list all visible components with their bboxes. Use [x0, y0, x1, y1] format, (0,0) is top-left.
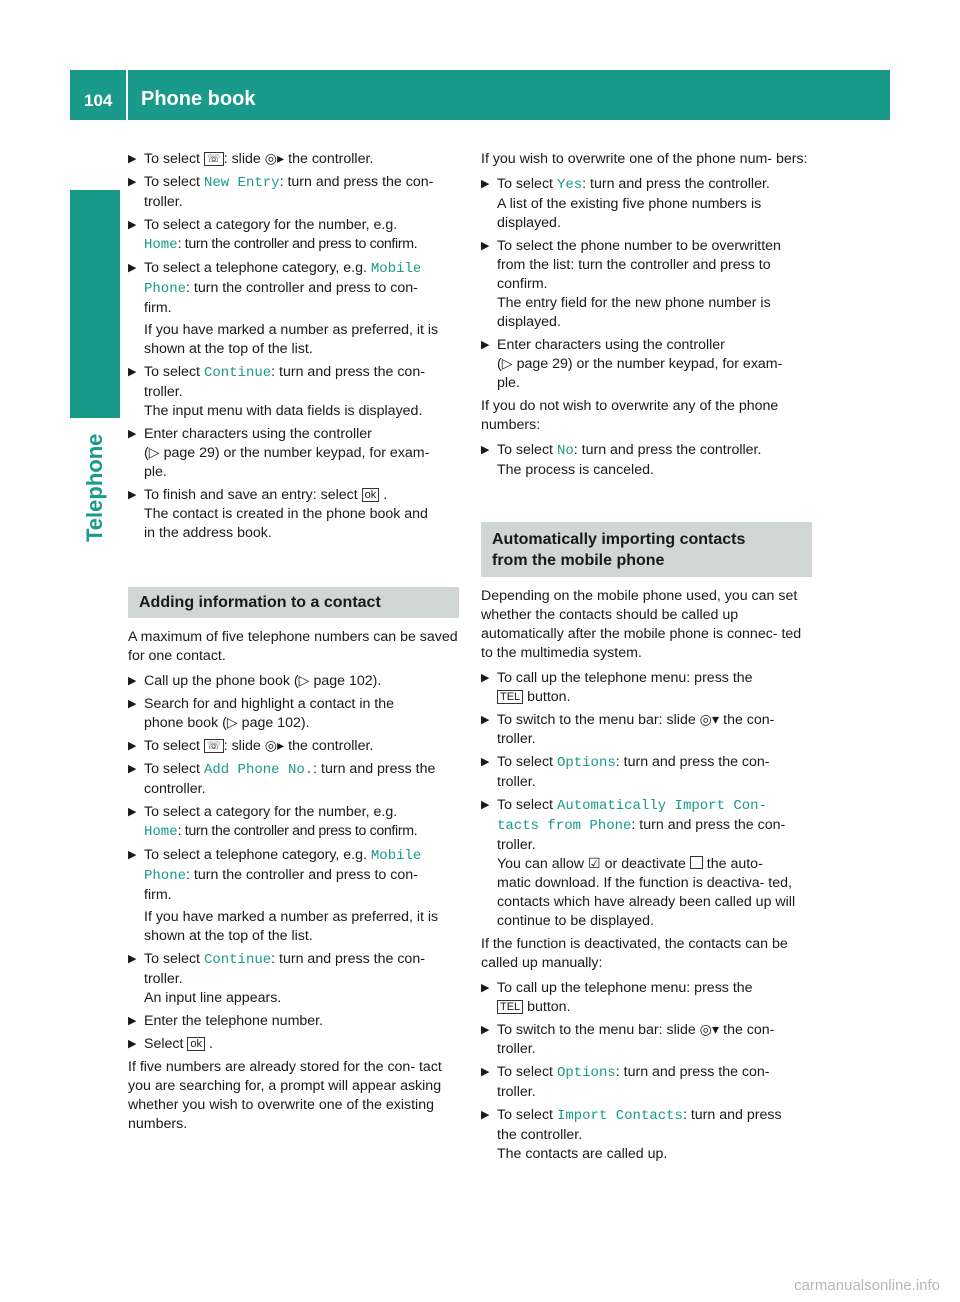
- list-item: ▶ Enter characters using the controller (▷ page 29) or the number keypad, for exam- ple.: [481, 337, 783, 391]
- list-item: ▶ Search for and highlight a contact in the phone book (▷ page 102).: [128, 696, 395, 731]
- list-item: ▶ To select a category for the number, e.g. Home: turn the controller and press to confirm.: [128, 804, 418, 840]
- left-column: [128, 150, 459, 1140]
- paragraph: If the function is deactivated, the contacts can be called up manually:: [481, 936, 788, 971]
- list-item: ▶ To select a telephone category, e.g. Mobile Phone: turn the controller and press to con- firm. If you have marked a number as preferred, it is shown at the top of the list.: [128, 847, 439, 944]
- page-number: 104: [84, 91, 113, 110]
- bullet-arrow-icon: ▶: [128, 953, 137, 965]
- controller-down-icon: ◎▾: [699, 712, 720, 728]
- menu-item-phone: Phone: [144, 868, 187, 884]
- header-divider: [126, 70, 128, 120]
- bullet-arrow-icon: ▶: [128, 176, 137, 188]
- bullet-arrow-icon: ▶: [128, 153, 137, 165]
- list-item: ▶ Call up the phone book (▷ page 102).: [128, 673, 382, 689]
- paragraph: A maximum of five telephone numbers can be saved for one contact.: [128, 629, 458, 664]
- bullet-arrow-icon: ▶: [481, 444, 490, 456]
- bullet-arrow-icon: ▶: [481, 178, 490, 190]
- controller-right-icon: ◎▸: [264, 151, 285, 167]
- right-column: [481, 150, 812, 1168]
- bullet-arrow-icon: ▶: [128, 740, 137, 752]
- checkbox-checked-icon: ☑: [587, 856, 601, 872]
- phone-icon: ☏: [204, 152, 224, 166]
- menu-item-import-contacts: Import Contacts: [556, 1108, 683, 1124]
- paragraph: If you do not wish to overwrite any of the phone numbers:: [481, 398, 779, 433]
- checkbox-unchecked-icon: [690, 856, 703, 869]
- menu-item-yes: Yes: [556, 177, 583, 193]
- bullet-arrow-icon: ▶: [128, 428, 137, 440]
- list-item: ▶ Enter the telephone number.: [128, 1013, 324, 1029]
- menu-item-home: Home: [144, 237, 178, 253]
- tel-button-icon: TEL: [497, 1000, 523, 1014]
- bullet-arrow-icon: ▶: [128, 262, 137, 274]
- list-item: ▶ To switch to the menu bar: slide ◎▾ the con- troller.: [481, 1022, 775, 1057]
- bullet-arrow-icon: ▶: [128, 219, 137, 231]
- chapter-label: Telephone: [82, 433, 107, 542]
- menu-item-options: Options: [556, 755, 616, 771]
- bullet-arrow-icon: ▶: [481, 714, 490, 726]
- bullet-arrow-icon: ▶: [128, 1015, 137, 1027]
- bullet-arrow-icon: ▶: [481, 1109, 490, 1121]
- ok-icon: ok: [187, 1037, 205, 1051]
- paragraph: Depending on the mobile phone used, you can set whether the contacts should be called up automatically after the mobile phone is connec- ted to the multimedia system.: [481, 588, 802, 661]
- bullet-arrow-icon: ▶: [481, 1024, 490, 1036]
- list-item: ▶ To select Continue: turn and press the con- troller. The input menu with data fields is displayed.: [128, 364, 425, 419]
- menu-item-options: Options: [556, 1065, 616, 1081]
- list-item: ▶ To select Automatically Import Con‐ tacts from Phone: turn and press the con- troller. You can allow ☑ or deactivate the auto- matic download. If the function is deactiva- ted, contacts which have already been called up will continue to be displayed.: [481, 797, 796, 929]
- list-item: ▶ To call up the telephone menu: press the TEL button.: [481, 670, 753, 705]
- bullet-arrow-icon: ▶: [128, 763, 137, 775]
- paragraph: If you wish to overwrite one of the phone num- bers:: [481, 151, 808, 167]
- section-heading: Adding information to a contact: [128, 587, 459, 618]
- list-item: ▶ To select ☏ : slide ◎▸ the controller.: [128, 151, 374, 167]
- controller-down-icon: ◎▾: [699, 1022, 720, 1038]
- list-item: ▶ To select No: turn and press the controller. The process is canceled.: [481, 442, 762, 478]
- list-item: ▶ To finish and save an entry: select ok . The contact is created in the phone book and in the address book.: [128, 487, 428, 541]
- bullet-arrow-icon: ▶: [481, 339, 490, 351]
- list-item: ▶ To select Add Phone No.: turn and press the controller.: [128, 761, 436, 797]
- list-item: ▶ To select Continue: turn and press the con- troller. An input line appears.: [128, 951, 425, 1006]
- list-item: ▶ To select ☏ : slide ◎▸ the controller.: [128, 738, 374, 754]
- menu-item-mobile: Mobile: [370, 848, 422, 864]
- bullet-arrow-icon: ▶: [128, 849, 137, 861]
- list-item: ▶ To select Options: turn and press the con- troller.: [481, 754, 770, 790]
- bullet-arrow-icon: ▶: [481, 756, 490, 768]
- menu-item-continue: Continue: [203, 365, 272, 381]
- bullet-arrow-icon: ▶: [481, 672, 490, 684]
- bullet-arrow-icon: ▶: [128, 698, 137, 710]
- list-item: ▶ Select ok .: [128, 1036, 213, 1052]
- ok-icon: ok: [362, 488, 380, 502]
- page-title: Phone book: [141, 88, 256, 110]
- bullet-arrow-icon: ▶: [481, 240, 490, 252]
- list-item: ▶ To select a telephone category, e.g. Mobile Phone: turn the controller and press to con- firm. If you have marked a number as preferred, it is shown at the top of the list.: [128, 260, 439, 357]
- bullet-arrow-icon: ▶: [128, 675, 137, 687]
- menu-item-auto-import: Automatically Import Con‐: [556, 798, 767, 814]
- menu-item-continue: Continue: [203, 952, 272, 968]
- phone-icon: ☏: [204, 739, 224, 753]
- menu-item-mobile: Mobile: [370, 261, 422, 277]
- menu-item-new-entry: New Entry: [203, 175, 280, 191]
- bullet-arrow-icon: ▶: [128, 366, 137, 378]
- bullet-arrow-icon: ▶: [128, 1038, 137, 1050]
- menu-item-no: No: [556, 443, 574, 459]
- list-item: ▶ To switch to the menu bar: slide ◎▾ the con- troller.: [481, 712, 775, 747]
- list-item: ▶ To select Options: turn and press the con- troller.: [481, 1064, 770, 1100]
- bullet-arrow-icon: ▶: [481, 982, 490, 994]
- list-item: ▶ To call up the telephone menu: press the TEL button.: [481, 980, 753, 1015]
- chapter-label-container: [70, 310, 120, 570]
- list-item: ▶ To select Yes: turn and press the controller. A list of the existing five phone numbers is displayed.: [481, 176, 770, 231]
- list-item: ▶ To select Import Contacts: turn and press the controller. The contacts are called up.: [481, 1107, 782, 1162]
- menu-item-home: Home: [144, 824, 178, 840]
- paragraph: If five numbers are already stored for the con- tact you are searching for, a prompt will appear asking whether you wish to overwrite one of the existing numbers.: [128, 1059, 442, 1132]
- tel-button-icon: TEL: [497, 690, 523, 704]
- list-item: ▶ To select the phone number to be overwritten from the list: turn the controller and press to confirm. The entry field for the new phone number is displayed.: [481, 238, 781, 330]
- bullet-arrow-icon: ▶: [128, 806, 137, 818]
- watermark: carmanualsonline.info: [794, 1277, 940, 1294]
- list-item: ▶ To select a category for the number, e.g. Home: turn the controller and press to confirm.: [128, 217, 418, 253]
- list-item: ▶ To select New Entry: turn and press the con- troller.: [128, 174, 434, 210]
- bullet-arrow-icon: ▶: [481, 799, 490, 811]
- section-heading: Automatically importing contacts from the mobile phone: [481, 522, 812, 577]
- bullet-arrow-icon: ▶: [128, 489, 137, 501]
- bullet-arrow-icon: ▶: [481, 1066, 490, 1078]
- list-item: ▶ Enter characters using the controller (▷ page 29) or the number keypad, for exam- ple.: [128, 426, 430, 480]
- controller-right-icon: ◎▸: [264, 738, 285, 754]
- menu-item-add-phone-no: Add Phone No.: [203, 762, 314, 778]
- menu-item-phone: Phone: [144, 281, 187, 297]
- menu-item-auto-import-cont: tacts from Phone: [497, 818, 632, 834]
